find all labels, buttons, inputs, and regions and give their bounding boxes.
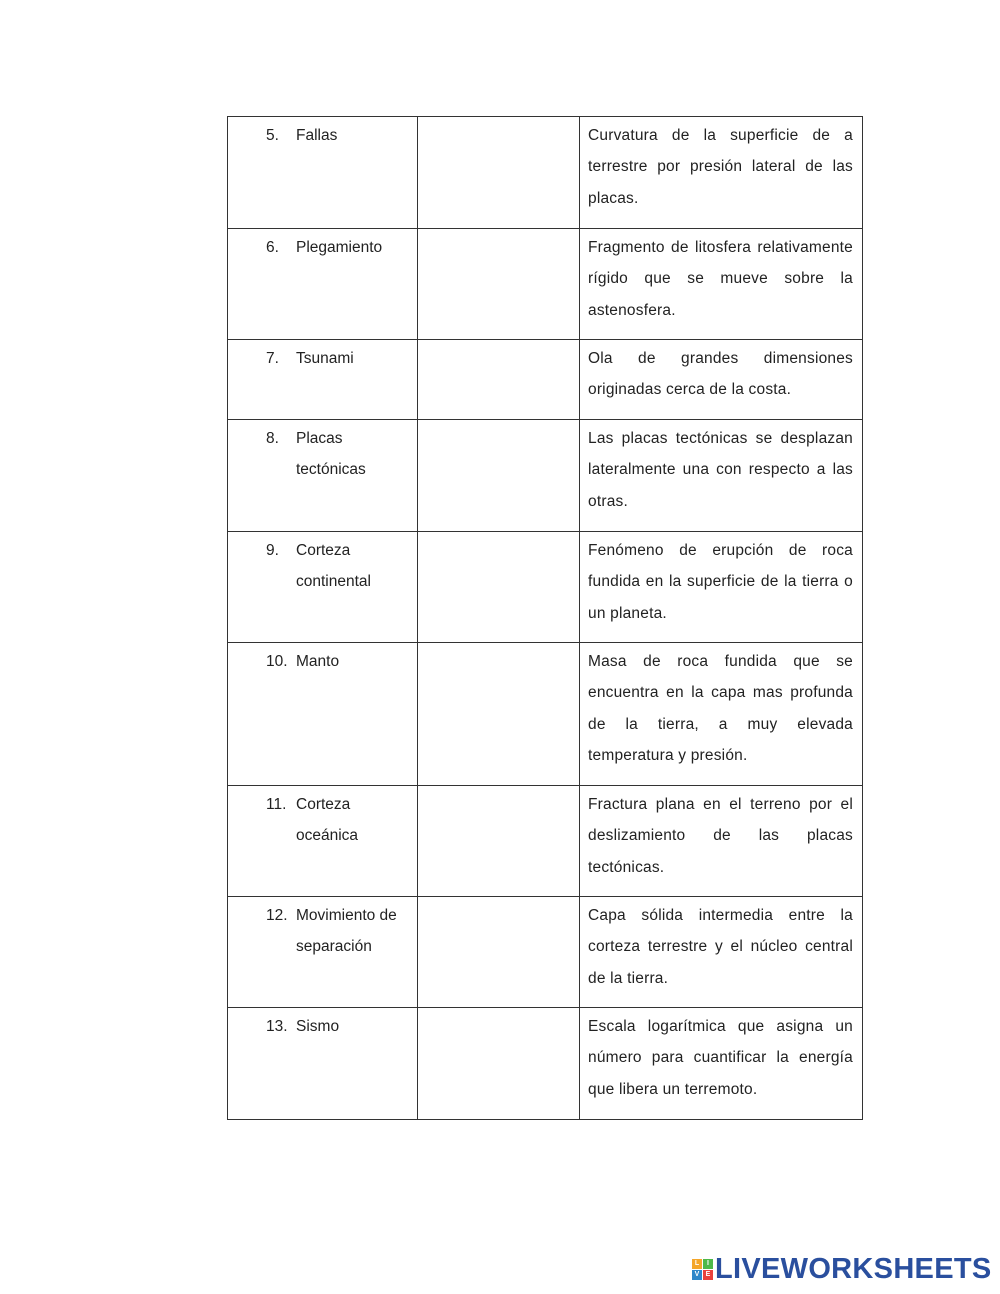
liveworksheets-logo [692, 1252, 992, 1286]
answer-cell[interactable] [418, 340, 580, 420]
definition-text: Curvatura de la superficie de a terrestre por presión lateral de las placas. [588, 127, 853, 207]
term-cell [228, 117, 418, 229]
term-number: 7. [266, 350, 279, 367]
definition-text: Masa de roca fundida que se encuentra en la capa mas profunda de la tierra, a muy elevada temperatura y presión. [588, 653, 853, 764]
answer-cell[interactable] [418, 420, 580, 532]
term-cell [228, 420, 418, 532]
term-text: Plegamiento [296, 239, 383, 256]
definition-text: Escala logarítmica que asigna un número para cuantificar la energía que libera un terremoto. [588, 1018, 853, 1098]
term-text: Fallas [296, 127, 338, 144]
logo-icon [692, 1259, 713, 1280]
definition-text: Ola de grandes dimensiones originadas cerca de la costa. [588, 350, 853, 399]
table-row [228, 420, 863, 532]
definition-text: Capa sólida intermedia entre la corteza terrestre y el núcleo central de la tierra. [588, 907, 853, 987]
term-text: Movimiento de separación [296, 907, 397, 956]
definition-text: Las placas tectónicas se desplazan lateralmente una con respecto a las otras. [588, 430, 853, 510]
definition-cell [580, 117, 863, 229]
answer-cell[interactable] [418, 117, 580, 229]
table-row [228, 897, 863, 1008]
term-text: Tsunami [296, 350, 354, 367]
answer-cell[interactable] [418, 1008, 580, 1120]
definition-cell [580, 340, 863, 420]
term-cell [228, 897, 418, 1008]
definition-text: Fragmento de litosfera relativamente rígido que se mueve sobre la astenosfera. [588, 239, 853, 319]
term-text: Manto [296, 653, 340, 670]
logo-letter: E [703, 1270, 713, 1280]
answer-cell[interactable] [418, 532, 580, 643]
definition-cell [580, 229, 863, 340]
definition-text: Fenómeno de erupción de roca fundida en la superficie de la tierra o un planeta. [588, 542, 853, 622]
term-text: Corteza oceánica [296, 796, 359, 845]
answer-cell[interactable] [418, 897, 580, 1008]
definition-cell [580, 643, 863, 786]
term-cell [228, 340, 418, 420]
table-row [228, 1008, 863, 1120]
term-number: 10. [266, 653, 288, 670]
table-row [228, 229, 863, 340]
term-text: Placas tectónicas [296, 430, 366, 479]
answer-cell[interactable] [418, 229, 580, 340]
term-number: 13. [266, 1018, 288, 1035]
definition-cell [580, 532, 863, 643]
answer-cell[interactable] [418, 643, 580, 786]
term-text: Sismo [296, 1018, 340, 1035]
definition-cell [580, 897, 863, 1008]
term-number: 6. [266, 239, 279, 256]
term-cell [228, 229, 418, 340]
definition-cell [580, 1008, 863, 1120]
table-row [228, 786, 863, 897]
logo-letter: I [703, 1259, 713, 1269]
term-number: 5. [266, 127, 279, 144]
term-number: 8. [266, 430, 279, 447]
answer-cell[interactable] [418, 786, 580, 897]
term-cell [228, 1008, 418, 1120]
logo-letter: V [692, 1270, 702, 1280]
logo-letter: L [692, 1259, 702, 1269]
matching-table [227, 116, 863, 1120]
term-cell [228, 643, 418, 786]
term-number: 12. [266, 907, 288, 924]
term-text: Corteza continental [296, 542, 371, 591]
term-cell [228, 532, 418, 643]
definition-cell [580, 420, 863, 532]
definition-cell [580, 786, 863, 897]
definition-text: Fractura plana en el terreno por el deslizamiento de las placas tectónicas. [588, 796, 853, 876]
logo-text: LIVEWORKSHEETS [715, 1252, 992, 1285]
term-number: 9. [266, 542, 279, 559]
term-number: 11. [266, 796, 287, 813]
table-row [228, 117, 863, 229]
table-row [228, 643, 863, 786]
table-row [228, 532, 863, 643]
term-cell [228, 786, 418, 897]
table-row [228, 340, 863, 420]
